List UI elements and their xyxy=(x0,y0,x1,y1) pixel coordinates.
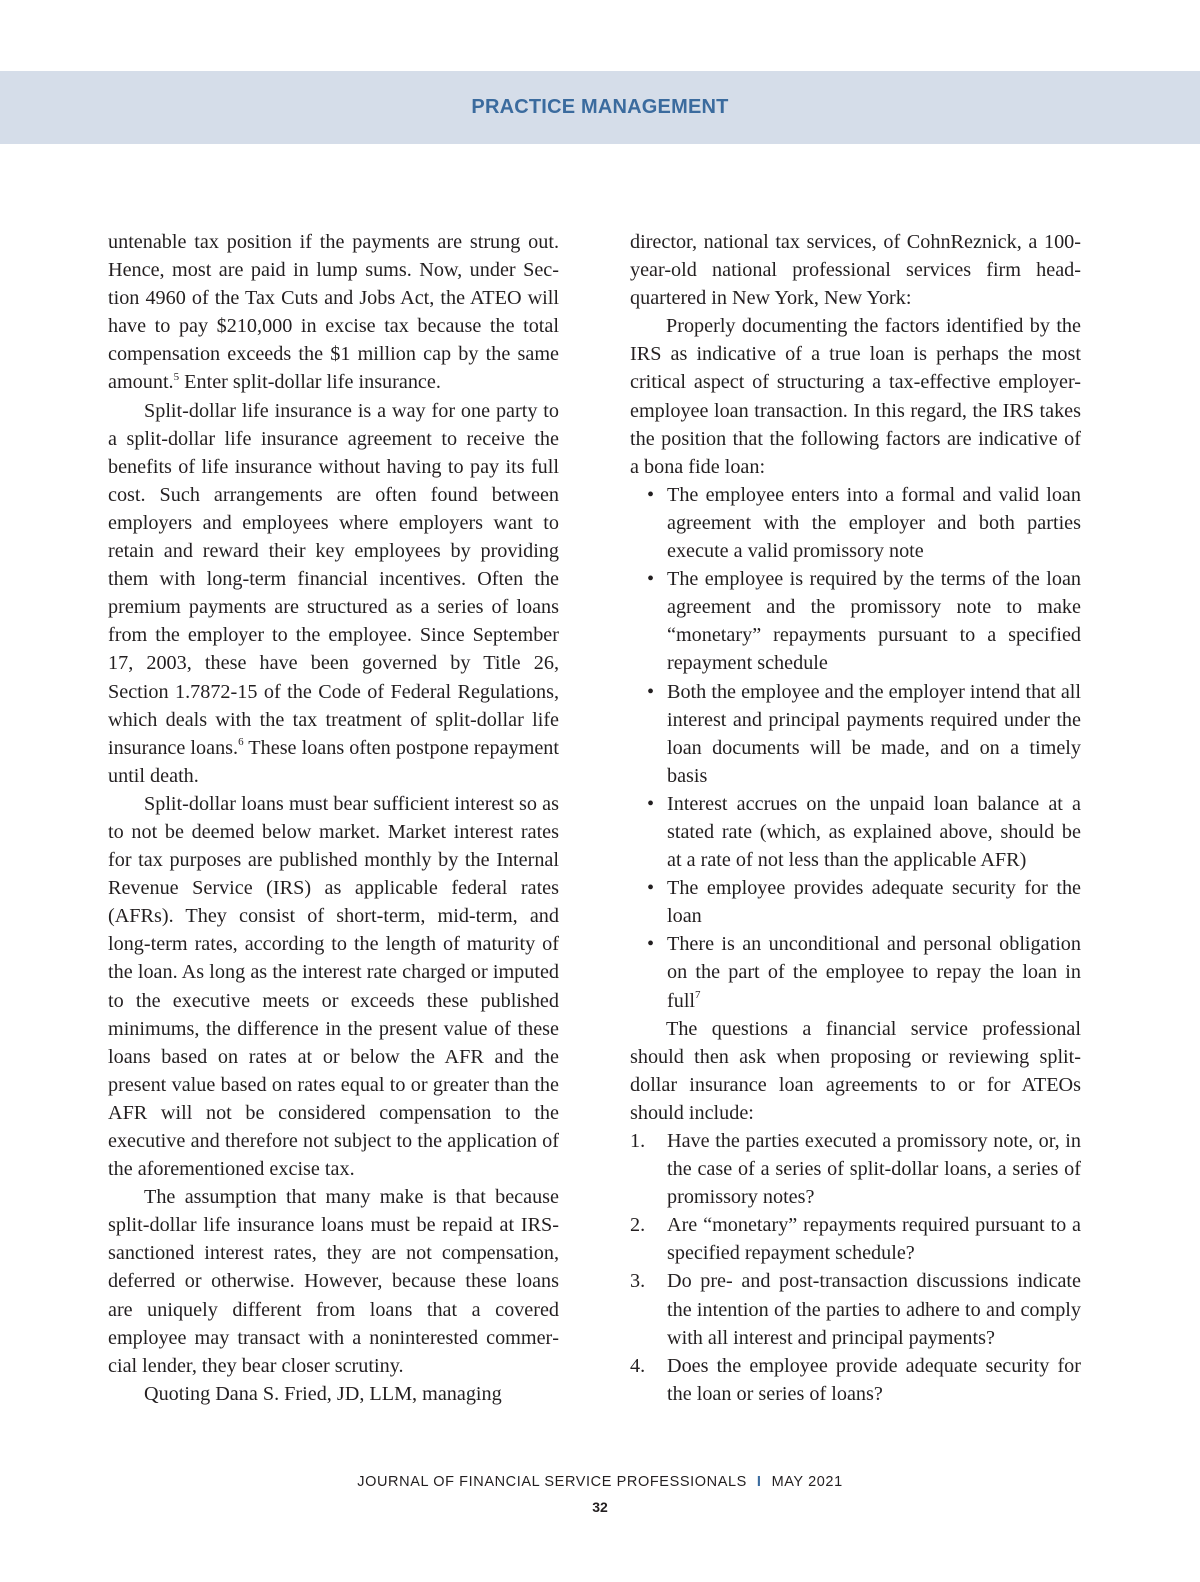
list-item-text: Are “monetary” repayments required pursuant to a specified repayment schedule? xyxy=(667,1214,1081,1265)
list-item xyxy=(630,1127,1081,1211)
questions-list xyxy=(630,1127,1081,1408)
bullet-marker: • xyxy=(647,933,655,956)
paragraph: director, national tax services, of CohnReznick, a 100-year-old national professional services firm headquartered in New York, New York: xyxy=(630,231,1081,310)
list-item-text: Does the employee provide adequate security for the loan or series of loans? xyxy=(667,1354,1081,1405)
paragraph-text: untenable tax position if the payments are strung out. Hence, most are paid in lump sums. Now, under Section 4960 of the Tax Cuts and Jobs Act, the ATEO will have to pay $210,000 in excise tax because the total compensation exceeds the $1 million cap by the same amount. xyxy=(108,231,559,394)
paragraph: Quoting Dana S. Fried, JD, LLM, managing xyxy=(144,1382,502,1405)
list-item xyxy=(630,1267,1081,1351)
bona-fide-loan-factors xyxy=(630,481,1081,1015)
list-item xyxy=(630,1211,1081,1267)
paragraph: Split-dollar loans must bear sufficient interest so as to not be deemed below market. Market interest rates for tax purposes are published monthly by the Internal Revenue Service (IRS) as applicable federal rates (AFRs). They consist of short-term, mid-term, and long-term rates, according to the length of maturity of the loan. As long as the interest rate charged or imputed to the executive meets or exceeds these published minimums, the difference in the present value of these loans based on rates at or below the AFR and the present value based on rates equal to or greater than the AFR will not be considered compensation to the executive and therefore not subject to the application of the aforementioned excise tax. xyxy=(108,792,559,1181)
list-item xyxy=(630,481,1081,565)
footer-separator: I xyxy=(756,1474,762,1490)
quoted-paragraph: Properly documenting the factors identified by the IRS as indicative of a true loan is perhaps the most critical aspect of structuring a tax-effective employer-employee loan transaction. In this regard, the IRS takes the position that the following factors are indicative of a bona fide loan: xyxy=(630,315,1081,478)
list-item xyxy=(630,565,1081,677)
footer-journal-line xyxy=(0,1474,1200,1490)
list-item-text: Do pre- and post-transaction discussions indicate the intention of the parties to adhere to and comply with all interest and principal payments? xyxy=(667,1270,1081,1349)
list-item-text: The employee enters into a formal and valid loan agreement with the employer and both parties execute a valid promissory note xyxy=(667,483,1081,563)
page-number: 32 xyxy=(592,1499,608,1515)
list-item-text: The employee is required by the terms of the loan agreement and the promissory note to make “monetary” repayments pursuant to a specified repayment schedule xyxy=(667,568,1081,675)
bullet-marker: • xyxy=(647,792,655,815)
paragraph: The questions a financial service professional should then ask when proposing or reviewing split-dollar insurance loan agreements to or for ATEOs should include: xyxy=(630,1017,1081,1124)
paragraph xyxy=(108,397,559,790)
list-item-text: The employee provides adequate security for the loan xyxy=(667,877,1081,928)
bullet-marker: • xyxy=(647,568,655,591)
list-item-text: Both the employee and the employer intend that all interest and principal payments required under the loan documents will be made, and on a timely basis xyxy=(667,680,1081,787)
paragraph xyxy=(108,228,559,397)
list-item-text: Have the parties executed a promissory note, or, in the case of a series of split-dollar loans, a series of promissory notes? xyxy=(667,1130,1081,1209)
list-number: 3. xyxy=(630,1270,646,1293)
footnote-ref: 7 xyxy=(695,988,701,1001)
paragraph-text: Split-dollar life insurance is a way for one party to a split-dollar life insurance agreement to receive the benefits of life insurance without having to pay its full cost. Such arrangements are often found between employers and employees where employers want to retain and reward their key employees by providing them with long-term financial incentives. Often the premium payments are structured as a series of loans from the employer to the employee. Since September 17, 2003, these have been governed by Title 26, Section 1.7872-15 of the Code of Federal Regulations, which deals with the tax treatment of split-dollar life insurance loans. xyxy=(108,399,559,759)
bullet-marker: • xyxy=(647,877,655,900)
bullet-marker: • xyxy=(647,680,655,703)
list-item-text: Interest accrues on the unpaid loan balance at a stated rate (which, as explained above, should be at a rate of not less than the applicable AFR) xyxy=(667,792,1081,872)
left-column xyxy=(108,228,559,1408)
list-item xyxy=(630,678,1081,790)
paragraph: The assumption that many make is that because split-dollar life insurance loans must be repaid at IRS-sanctioned interest rates, they are not compensation, deferred or otherwise. However, because these loans are uniquely different from loans that a covered employee may transact with a noninterested commercial lender, they bear closer scrutiny. xyxy=(108,1186,559,1377)
paragraph-text: These loans often postpone repayment until death. xyxy=(108,736,559,787)
right-column xyxy=(630,228,1081,1408)
paragraph-text: Enter split-dollar life insurance. xyxy=(179,371,441,394)
list-item xyxy=(630,790,1081,874)
list-number: 2. xyxy=(630,1214,646,1237)
list-item xyxy=(630,1352,1081,1408)
footnote-ref: 5 xyxy=(173,370,180,383)
list-item xyxy=(630,930,1081,1014)
list-item-text: There is an unconditional and personal obligation on the part of the employee to repay the loan in full xyxy=(667,933,1081,1012)
footnote-ref: 6 xyxy=(238,735,244,748)
journal-name: JOURNAL OF FINANCIAL SERVICE PROFESSIONALS xyxy=(357,1474,747,1490)
section-title: PRACTICE MANAGEMENT xyxy=(471,96,729,118)
list-item xyxy=(630,874,1081,930)
issue-date: MAY 2021 xyxy=(771,1474,843,1490)
list-number: 4. xyxy=(630,1354,646,1377)
list-number: 1. xyxy=(630,1130,646,1152)
bullet-marker: • xyxy=(647,483,655,506)
